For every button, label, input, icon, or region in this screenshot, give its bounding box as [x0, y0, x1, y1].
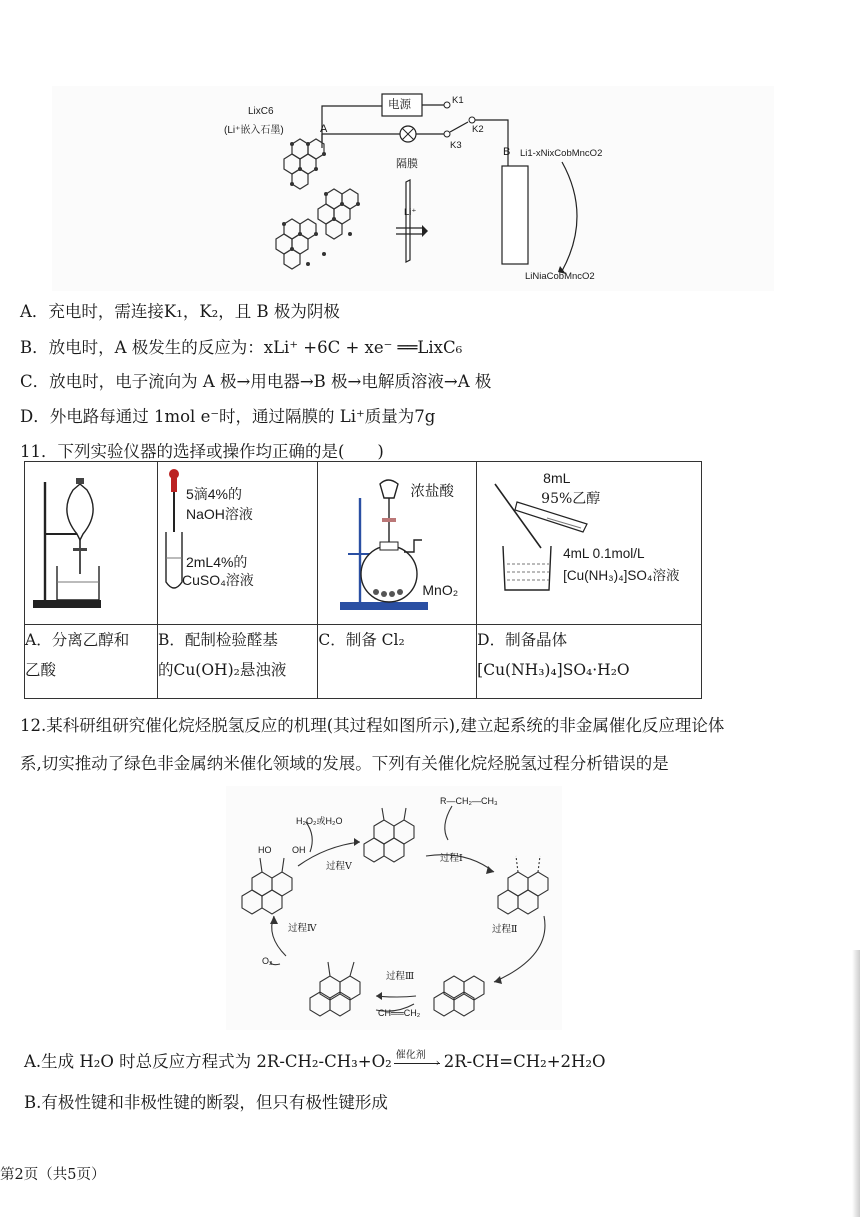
cathode-top-formula: Li1-xNixCobMncO2 [520, 148, 603, 159]
catalyst-arrow-line [394, 1063, 440, 1064]
ethanol-beaker-setup [477, 462, 699, 620]
mech-process-5: 过程Ⅴ [326, 861, 352, 872]
q11-caption-b-line2: 的Cu(OH)₂悬浊液 [157, 661, 287, 679]
mech-process-1: 过程Ⅰ [440, 853, 463, 864]
q11-caption-c [318, 625, 477, 699]
q11-d-solution-conc: 4mL 0.1mol/L [563, 546, 645, 561]
switch-k2 [450, 122, 468, 132]
cathode-bottom-formula: LiNiaCobMncO2 [525, 271, 595, 282]
q11-caption-a-line1: A．分离乙醇和 [25, 631, 130, 649]
electrode-A-label: A [320, 123, 328, 135]
mech-ho-label: HO [258, 845, 272, 855]
q11-cell-b-figure [157, 462, 317, 625]
power-label: 电源 [388, 97, 411, 111]
q11-caption-c-line1: C．制备 Cl₂ [318, 631, 405, 649]
mech-o2-label: O₂ [262, 956, 273, 966]
mech-alkene-label: CH══CH₂ [378, 1008, 421, 1018]
anode-formula: LixC6 [248, 106, 274, 117]
q11-caption-d-line2: [Cu(NH₃)₄]SO₄·H₂O [477, 661, 630, 679]
q12-option-a-post: 2R-CH=CH₂+2H₂O [443, 1052, 606, 1071]
page-edge-shadow [852, 950, 860, 1217]
mech-process-2: 过程Ⅱ [492, 924, 518, 935]
circuit-wire [322, 106, 382, 142]
q10-option-b: B．放电时，A 极发生的反应为：xLi⁺ +6C + xe⁻ ══LixC₆ [20, 338, 463, 357]
switch-k1-label: K1 [452, 95, 464, 106]
q12-option-a [24, 1048, 606, 1072]
catalyst-arrow [392, 1049, 444, 1070]
q12-stem-line1: 12.某科研组研究催化烷烃脱氢反应的机理(其过程如图所示),建立起系统的非金属催化反应理论体 [20, 716, 725, 735]
mech-alkane-label: R—CH₂—CH₃ [440, 796, 498, 806]
q11-caption-d [477, 625, 702, 699]
q10-option-c: C．放电时，电子流向为 A 极→用电器→B 极→电解质溶液→A 极 [20, 372, 492, 391]
q12-stem-line2: 系,切实推动了绿色非金属纳米催化领域的发展。下列有关催化烷烃脱氢过程分析错误的是 [20, 754, 669, 773]
mech-oh-label: OH [292, 845, 306, 855]
electrode-B-label: B [503, 146, 511, 158]
q12-option-b: B.有极性键和非极性键的断裂，但只有极性键形成 [24, 1093, 388, 1112]
mech-process-3: 过程Ⅲ [386, 971, 415, 982]
q10-option-d: D．外电路每通过 1mol e⁻时，通过隔膜的 Li⁺质量为7g [20, 407, 436, 426]
q11-caption-b-line1: B．配制检验醛基 [157, 631, 278, 649]
switch-k2-label: K2 [472, 124, 484, 135]
catalyst-top-molecule [364, 808, 414, 862]
q10-option-a: A．充电时，需连接K₁，K₂，且 B 极为阴极 [20, 302, 340, 321]
catalytic-cycle-diagram [226, 786, 562, 1030]
q11-cell-c-figure [318, 462, 477, 625]
q11-b-tube-label: 2mL4%的 [185, 554, 248, 570]
mech-process-4: 过程Ⅳ [288, 923, 317, 934]
q11-caption-b [157, 625, 317, 699]
battery-diagram [52, 86, 774, 291]
membrane [406, 180, 410, 262]
q12-option-a-pre: A.生成 H₂O 时总反应方程式为 2R-CH₂-CH₃+O₂ [24, 1052, 392, 1071]
switch-k3-label: K3 [450, 140, 462, 151]
q11-caption-a [25, 625, 158, 699]
q11-cell-d-figure [477, 462, 702, 625]
q11-stem: 11．下列实验仪器的选择或操作均正确的是( ) [20, 442, 384, 461]
q11-d-ethanol-label: 95%乙醇 [541, 491, 601, 507]
q11-b-dropper-label-2: NaOH溶液 [185, 506, 253, 522]
separatory-funnel-setup [25, 462, 155, 620]
catalyst-arrow-head-icon: › [435, 1057, 440, 1069]
catalyst-bottom-right-molecule [434, 976, 484, 1016]
cathode-B [502, 166, 528, 264]
q11-d-volume-label: 8mL [543, 470, 571, 486]
catalyst-right-molecule [498, 856, 548, 914]
q11-caption-a-line2: 乙酸 [25, 661, 57, 679]
catalyst-label: 催化剂 [395, 1049, 426, 1061]
anode-note: (Li⁺嵌入石墨) [224, 125, 284, 136]
page-footer: 第2页（共5页） [0, 1167, 106, 1183]
membrane-label: 隔膜 [396, 157, 418, 170]
q11-options-table [24, 461, 702, 699]
catalyst-left-molecule [242, 858, 292, 914]
q11-d-solution-label: [Cu(NH₃)₄]SO₄溶液 [563, 568, 680, 583]
q11-b-dropper-label: 5滴4%的 [185, 486, 242, 502]
q11-c-mno2-label: MnO₂ [422, 582, 459, 598]
graphite-layers [276, 139, 364, 291]
mech-h2o-label: H₂O₂或H₂O [296, 816, 343, 826]
q11-c-acid-label: 浓盐酸 [410, 484, 454, 500]
q11-caption-d-line1: D．制备晶体 [477, 631, 568, 649]
q11-b-tube-label-2: CuSO₄溶液 [181, 572, 254, 588]
li-ion-label: Li⁺ [404, 207, 417, 218]
q11-cell-a-figure [25, 462, 158, 625]
catalyst-bottom-left-molecule [310, 962, 360, 1016]
